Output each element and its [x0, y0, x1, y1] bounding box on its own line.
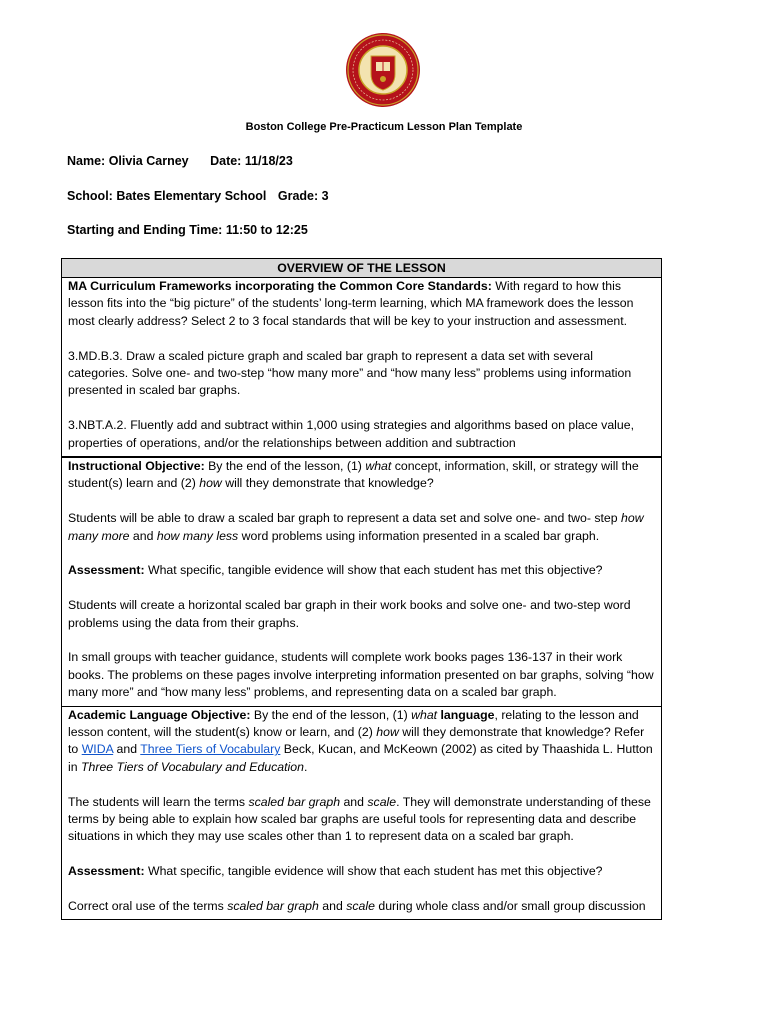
standards-prompt: MA Curriculum Frameworks incorporating the Common Core Standards: With regard to how this lesson fits into the “big picture” of the students’ long-term learning, which MA framework does the lesson most clearly address? Select 2 to 3 focal standards that will be key to your instruction and assessment. [68, 279, 634, 328]
instructional-objective-text: Students will be able to draw a scaled bar graph to represent a data set and solve one- and two- step how many more and how many less word problems using information presented in a scaled bar graph. [68, 511, 644, 543]
instructional-label: Instructional Objective: [68, 459, 205, 474]
academic-prompt: Academic Language Objective: By the end of the lesson, (1) what language, relating to the lesson and lesson content, will the student(s) know or learn, and (2) how will they demonstrate that knowledge? Refer to WIDA and Three Tiers of Vocabulary Beck, Kucan, and McKeown (2002) as cited by Thaashida L. Hutton in Three Tiers of Vocabulary and Education. [68, 707, 653, 774]
school-label: School: [67, 189, 113, 203]
academic-label: Academic Language Objective: [68, 707, 251, 722]
assessment-label: Assessment: [68, 563, 145, 578]
standards-cell [62, 278, 662, 458]
time-value: 11:50 to 12:25 [225, 223, 308, 237]
time-label: Starting and Ending Time: [67, 223, 223, 237]
standards-label: MA Curriculum Frameworks incorporating the Common Core Standards: [68, 279, 492, 293]
name-value: Olivia Carney [108, 154, 189, 168]
grade-value: 3 [321, 189, 329, 203]
instructional-assessment-2: In small groups with teacher guidance, students will complete work books pages 136-137 in their work books. The problems on these pages involve interpreting information presented on bar graphs, solving “how many more” and “how many less” problems, and representing data on a scaled bar graph. [68, 650, 654, 700]
instructional-objective-cell [62, 457, 662, 706]
standard-1: 3.MD.B.3. Draw a scaled picture graph and scaled bar graph to represent a data set with several categories. Solve one- and two-step “how many more” and “how many less” problems using information presented in scaled bar graphs. [68, 348, 632, 398]
assessment-label: Assessment: [68, 864, 145, 879]
boston-college-seal [345, 32, 421, 108]
time-line [67, 223, 308, 237]
instructional-prompt: Instructional Objective: By the end of the lesson, (1) what concept, information, skill, or strategy will the student(s) learn and (2) how will they demonstrate that knowledge? [68, 459, 639, 491]
name-label: Name: [67, 154, 106, 168]
three-tiers-link[interactable]: Three Tiers of Vocabulary [140, 742, 281, 757]
grade-label: Grade: [277, 189, 319, 203]
instructional-assessment-1: Students will create a horizontal scaled bar graph in their work books and solve one- and two-step word problems using the data from their graphs. [68, 598, 631, 630]
name-date-line [67, 154, 293, 168]
instructional-assessment-prompt: Assessment: What specific, tangible evidence will show that each student has met this objective? [68, 563, 603, 578]
overview-heading: OVERVIEW OF THE LESSON [62, 259, 662, 278]
date-label: Date: [210, 154, 242, 168]
standard-2: 3.NBT.A.2. Fluently add and subtract within 1,000 using strategies and algorithms based on place value, properties of operations, and/or the relationships between addition and subtraction [68, 418, 634, 450]
document-title: Boston College Pre-Practicum Lesson Plan Template [245, 121, 523, 133]
academic-assessment-prompt: Assessment: What specific, tangible evidence will show that each student has met this objective? [68, 864, 603, 879]
lesson-overview-table [61, 258, 662, 920]
academic-language-cell [62, 706, 662, 920]
wida-link[interactable]: WIDA [81, 742, 114, 757]
school-value: Bates Elementary School [116, 189, 267, 203]
academic-assessment-text: Correct oral use of the terms scaled bar graph and scale during whole class and/or small group discussion [68, 899, 646, 914]
school-grade-line [67, 189, 329, 203]
academic-objective-text: The students will learn the terms scaled bar graph and scale. They will demonstrate understanding of these terms by being able to explain how scaled bar graphs are useful tools for representing data and describe situations in which they may use scales other than 1 to represent data on a scaled bar graph. [68, 794, 651, 844]
date-value: 11/18/23 [244, 154, 293, 168]
